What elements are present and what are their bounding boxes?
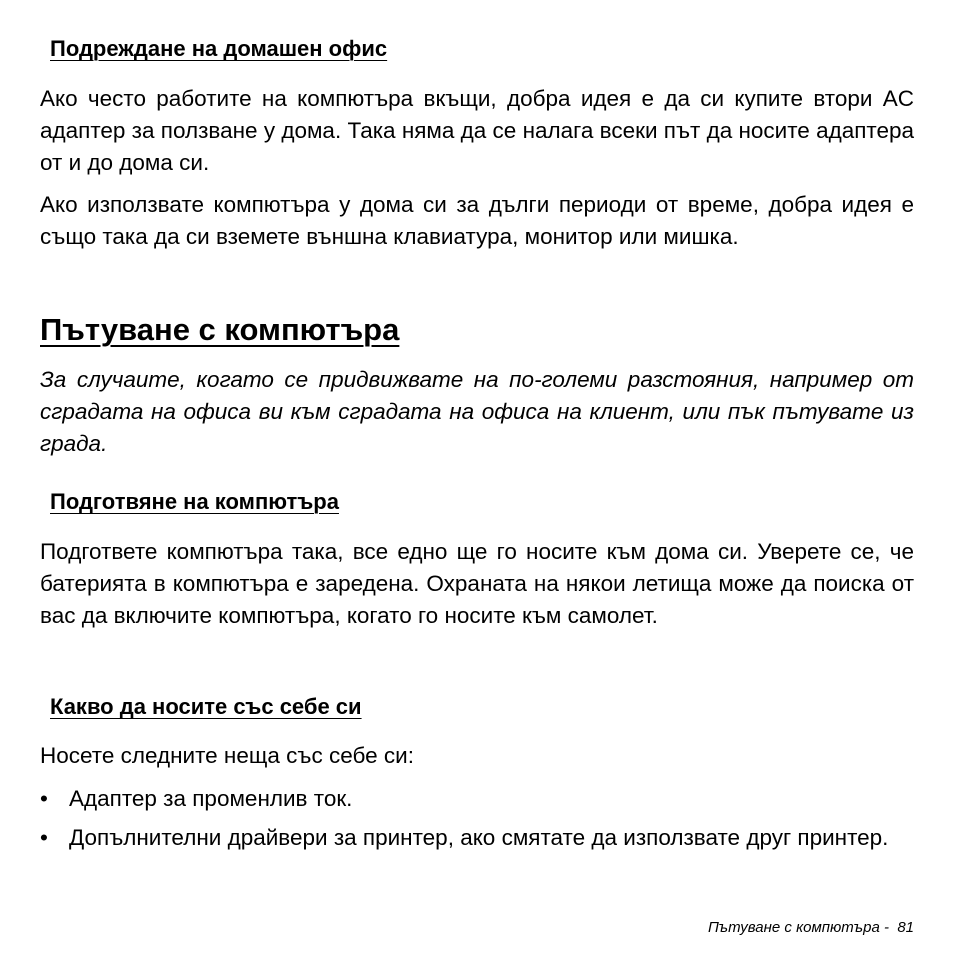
paragraph-home-office-1: Ако често работите на компютъра вкъщи, добра идея е да си купите втори AC адаптер за ползване у дома. Така няма да се налага всеки път да носите адаптера от и до дома си. (40, 86, 914, 175)
paragraph-prepare: Подгответе компютъра така, все едно ще го носите към дома си. Уверете се, че батерията в компютъра е заредена. Охраната на някои летища може да поиска от вас да включите компютъра, когато го носите към самолет. (40, 539, 914, 628)
list-item (0, 822, 954, 886)
paragraph-travel-intro: За случаите, когато се придвижвате на по-големи разстояния, например от сградата на офиса ви към сградата на офиса на клиент, или пък пътувате из града. (40, 367, 914, 456)
page-number: 81 (897, 919, 914, 936)
heading-travel: Пътуване с компютъра (40, 312, 400, 347)
list-item-text: Адаптер за променлив ток. (69, 786, 353, 811)
heading-what-to-bring: Какво да носите със себе си (50, 694, 362, 719)
footer-text: Пътуване с компютъра - (707, 919, 889, 936)
heading-prepare: Подготвяне на компютъра (50, 489, 339, 514)
page-footer (708, 918, 914, 938)
paragraph-home-office-2: Ако използвате компютъра у дома си за дълги периоди от време, добра идея е също така да си вземете външна клавиатура, монитор или мишка. (40, 192, 914, 249)
heading-home-office: Подреждане на домашен офис (50, 36, 388, 61)
bullet-icon: • (40, 825, 48, 850)
list-item-text: Допълнителни драйвери за принтер, ако смятате да използвате друг принтер. (69, 825, 889, 850)
bullet-icon: • (40, 786, 48, 811)
list-item (0, 783, 954, 815)
paragraph-what-to-bring-intro: Носете следните неща със себе си: (40, 743, 414, 768)
